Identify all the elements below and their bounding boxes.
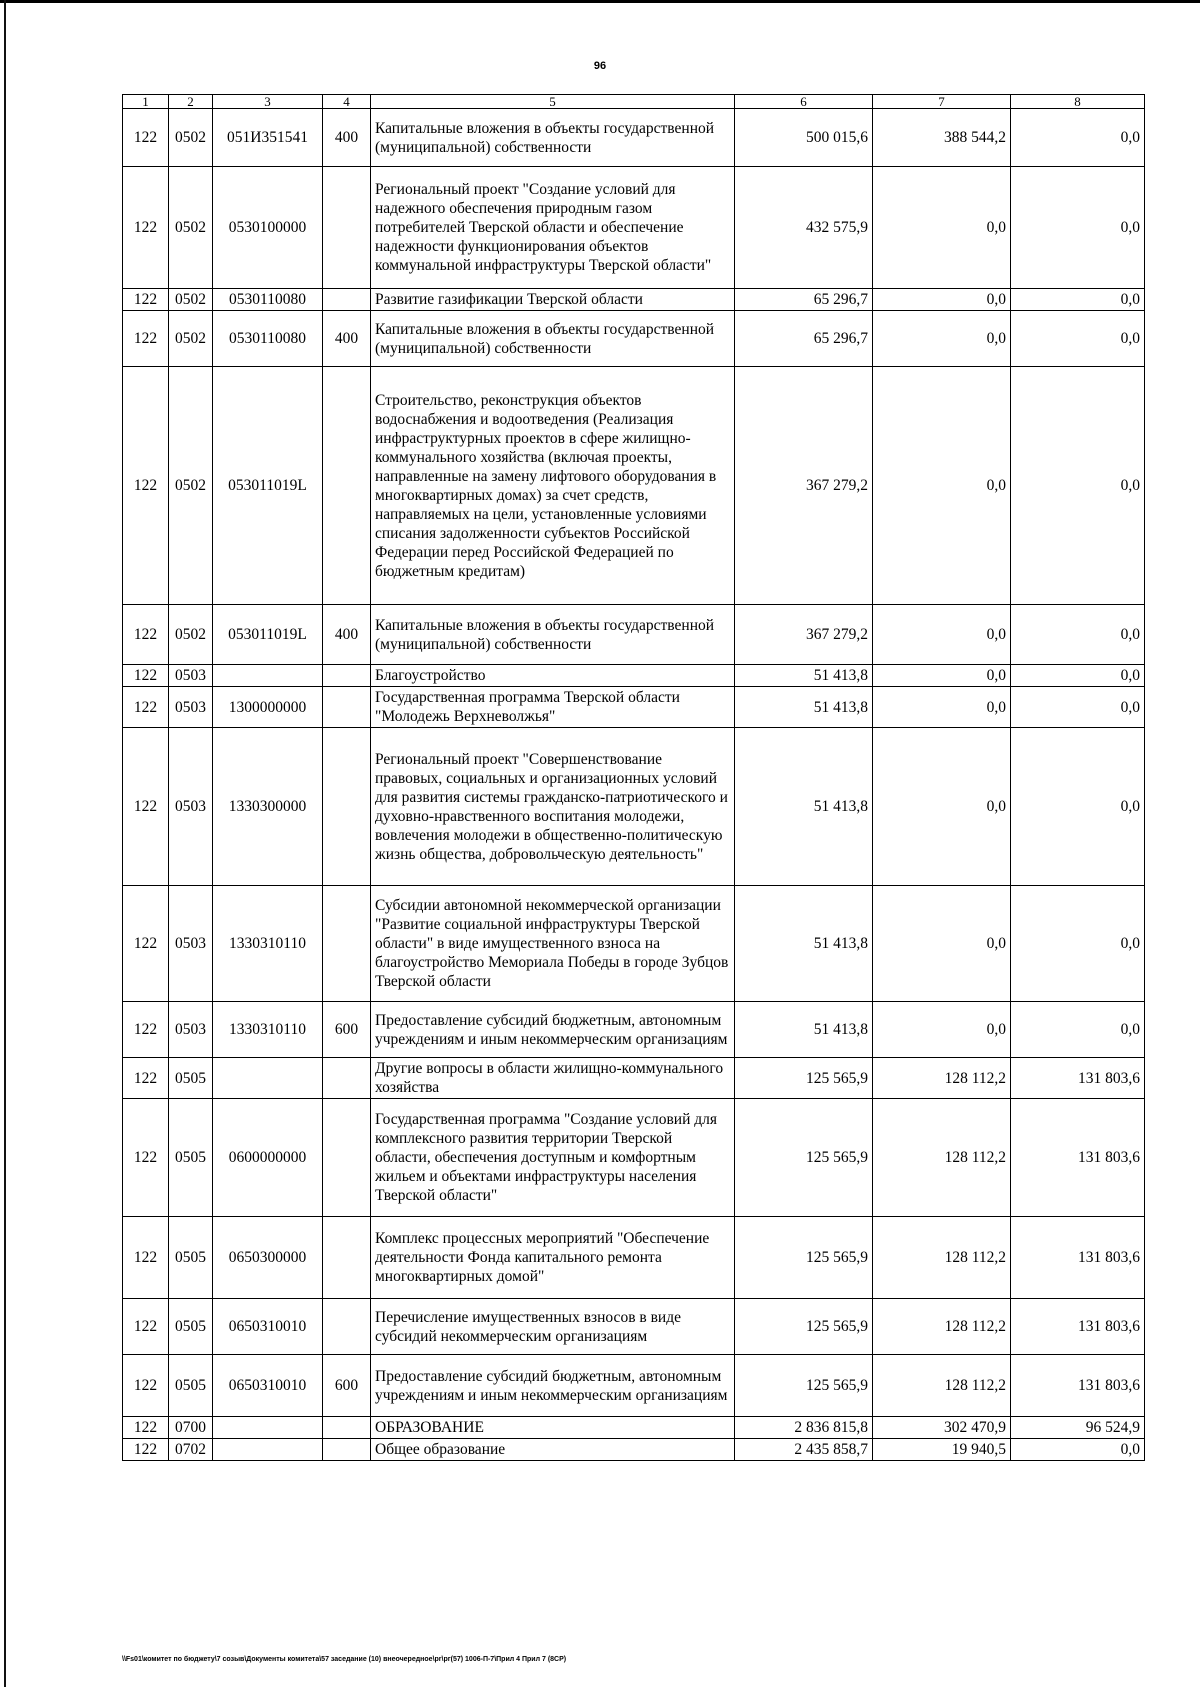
target-article-cell	[213, 1058, 323, 1099]
item-name-cell: Субсидии автономной некоммерческой организации "Развитие социальной инфраструктуры Тверской области" в виде имущественного взноса на благоустройство Мемориала Победы в городе Зубцов Тверской области	[371, 886, 735, 1002]
value-col7-cell: 128 112,2	[873, 1217, 1011, 1299]
item-name-cell: Строительство, реконструкция объектов водоснабжения и водоотведения (Реализация инфраструктурных проектов в сфере жилищно-коммунального хозяйства (включая проекты, направленные на замену лифтового оборудования в многоквартирных домах) за счет средств, направляемых на цели, установленные условиями списания задолженности субъектов Российской Федерации перед Российской Федерацией по бюджетным кредитам)	[371, 367, 735, 605]
value-col8-cell: 0,0	[1011, 605, 1145, 665]
value-col8-cell: 0,0	[1011, 109, 1145, 167]
item-name-cell: Предоставление субсидий бюджетным, автономным учреждениям и иным некоммерческим организациям	[371, 1002, 735, 1058]
col-header-7: 7	[873, 95, 1011, 109]
item-name-cell: Комплекс процессных мероприятий "Обеспечение деятельности Фонда капитального ремонта многоквартирных домой"	[371, 1217, 735, 1299]
table-row	[123, 886, 1145, 1002]
value-col6-cell: 367 279,2	[735, 367, 873, 605]
value-col6-cell: 500 015,6	[735, 109, 873, 167]
value-col8-cell: 131 803,6	[1011, 1058, 1145, 1099]
table-row	[123, 167, 1145, 289]
col-header-5: 5	[371, 95, 735, 109]
table-row	[123, 311, 1145, 367]
value-col7-cell: 0,0	[873, 289, 1011, 311]
section-code-cell: 0505	[169, 1299, 213, 1355]
target-article-cell: 0650310010	[213, 1355, 323, 1417]
row-code-cell: 122	[123, 311, 169, 367]
table-row	[123, 1417, 1145, 1439]
column-number-row	[123, 95, 1145, 109]
target-article-cell: 0530110080	[213, 311, 323, 367]
expense-type-cell	[323, 1058, 371, 1099]
value-col6-cell: 51 413,8	[735, 1002, 873, 1058]
table-row	[123, 1299, 1145, 1355]
value-col7-cell: 128 112,2	[873, 1058, 1011, 1099]
target-article-cell: 0650310010	[213, 1299, 323, 1355]
value-col6-cell: 2 435 858,7	[735, 1439, 873, 1461]
value-col8-cell: 0,0	[1011, 665, 1145, 687]
value-col7-cell: 128 112,2	[873, 1099, 1011, 1217]
section-code-cell: 0502	[169, 167, 213, 289]
expense-type-cell	[323, 1299, 371, 1355]
target-article-cell	[213, 1417, 323, 1439]
section-code-cell: 0503	[169, 665, 213, 687]
target-article-cell: 1330300000	[213, 728, 323, 886]
value-col7-cell: 0,0	[873, 1002, 1011, 1058]
value-col8-cell: 0,0	[1011, 311, 1145, 367]
left-border-line	[4, 0, 6, 1687]
col-header-3: 3	[213, 95, 323, 109]
section-code-cell: 0503	[169, 886, 213, 1002]
expense-type-cell: 600	[323, 1355, 371, 1417]
value-col6-cell: 2 836 815,8	[735, 1417, 873, 1439]
table-row	[123, 665, 1145, 687]
item-name-cell: ОБРАЗОВАНИЕ	[371, 1417, 735, 1439]
value-col7-cell: 0,0	[873, 605, 1011, 665]
row-code-cell: 122	[123, 109, 169, 167]
value-col6-cell: 367 279,2	[735, 605, 873, 665]
table-row	[123, 1058, 1145, 1099]
section-code-cell: 0700	[169, 1417, 213, 1439]
value-col7-cell: 128 112,2	[873, 1299, 1011, 1355]
value-col7-cell: 0,0	[873, 687, 1011, 728]
table-row	[123, 1002, 1145, 1058]
row-code-cell: 122	[123, 1355, 169, 1417]
expense-type-cell	[323, 687, 371, 728]
table-row	[123, 1099, 1145, 1217]
table-row	[123, 687, 1145, 728]
value-col8-cell: 0,0	[1011, 1002, 1145, 1058]
row-code-cell: 122	[123, 289, 169, 311]
value-col6-cell: 125 565,9	[735, 1217, 873, 1299]
value-col8-cell: 131 803,6	[1011, 1099, 1145, 1217]
row-code-cell: 122	[123, 1099, 169, 1217]
value-col7-cell: 0,0	[873, 886, 1011, 1002]
row-code-cell: 122	[123, 665, 169, 687]
value-col6-cell: 125 565,9	[735, 1058, 873, 1099]
table-row	[123, 1439, 1145, 1461]
target-article-cell	[213, 665, 323, 687]
budget-table	[122, 94, 1145, 1461]
value-col7-cell: 0,0	[873, 311, 1011, 367]
item-name-cell: Региональный проект "Совершенствование правовых, социальных и организационных условий для развития системы гражданско-патриотического и духовно-нравственного воспитания молодежи, вовлечения молодежи в общественно-политическую жизнь общества, добровольческую деятельность"	[371, 728, 735, 886]
value-col7-cell: 0,0	[873, 367, 1011, 605]
item-name-cell: Развитие газификации Тверской области	[371, 289, 735, 311]
target-article-cell: 1330310110	[213, 886, 323, 1002]
target-article-cell: 0650300000	[213, 1217, 323, 1299]
value-col7-cell: 388 544,2	[873, 109, 1011, 167]
expense-type-cell	[323, 886, 371, 1002]
target-article-cell: 0600000000	[213, 1099, 323, 1217]
section-code-cell: 0502	[169, 109, 213, 167]
section-code-cell: 0505	[169, 1058, 213, 1099]
section-code-cell: 0503	[169, 687, 213, 728]
table-row	[123, 1217, 1145, 1299]
item-name-cell: Капитальные вложения в объекты государственной (муниципальной) собственности	[371, 109, 735, 167]
target-article-cell: 0530100000	[213, 167, 323, 289]
row-code-cell: 122	[123, 1058, 169, 1099]
value-col8-cell: 131 803,6	[1011, 1355, 1145, 1417]
table-body	[123, 109, 1145, 1461]
row-code-cell: 122	[123, 886, 169, 1002]
section-code-cell: 0505	[169, 1099, 213, 1217]
col-header-2: 2	[169, 95, 213, 109]
table-row	[123, 605, 1145, 665]
target-article-cell	[213, 1439, 323, 1461]
item-name-cell: Благоустройство	[371, 665, 735, 687]
table-row	[123, 109, 1145, 167]
row-code-cell: 122	[123, 1417, 169, 1439]
table-row	[123, 289, 1145, 311]
value-col7-cell: 0,0	[873, 665, 1011, 687]
value-col6-cell: 51 413,8	[735, 886, 873, 1002]
expense-type-cell	[323, 367, 371, 605]
value-col7-cell: 128 112,2	[873, 1355, 1011, 1417]
item-name-cell: Государственная программа Тверской области "Молодежь Верхневолжья"	[371, 687, 735, 728]
expense-type-cell	[323, 1217, 371, 1299]
item-name-cell: Предоставление субсидий бюджетным, автономным учреждениям и иным некоммерческим организациям	[371, 1355, 735, 1417]
value-col6-cell: 65 296,7	[735, 289, 873, 311]
item-name-cell: Региональный проект "Создание условий для надежного обеспечения природным газом потребителей Тверской области и обеспечение надежности функционирования объектов коммунальной инфраструктуры Тверской области"	[371, 167, 735, 289]
value-col6-cell: 51 413,8	[735, 687, 873, 728]
section-code-cell: 0502	[169, 605, 213, 665]
row-code-cell: 122	[123, 167, 169, 289]
row-code-cell: 122	[123, 367, 169, 605]
item-name-cell: Общее образование	[371, 1439, 735, 1461]
row-code-cell: 122	[123, 1217, 169, 1299]
value-col7-cell: 0,0	[873, 728, 1011, 886]
value-col8-cell: 0,0	[1011, 687, 1145, 728]
value-col7-cell: 19 940,5	[873, 1439, 1011, 1461]
expense-type-cell	[323, 728, 371, 886]
target-article-cell: 0530110080	[213, 289, 323, 311]
row-code-cell: 122	[123, 1439, 169, 1461]
item-name-cell: Государственная программа "Создание условий для комплексного развития территории Тверской области, обеспечения доступным и комфортным жильем и объектами инфраструктуры населения Тверской области"	[371, 1099, 735, 1217]
col-header-1: 1	[123, 95, 169, 109]
expense-type-cell	[323, 289, 371, 311]
value-col8-cell: 131 803,6	[1011, 1217, 1145, 1299]
item-name-cell: Капитальные вложения в объекты государственной (муниципальной) собственности	[371, 311, 735, 367]
value-col8-cell: 0,0	[1011, 289, 1145, 311]
value-col8-cell: 0,0	[1011, 728, 1145, 886]
col-header-6: 6	[735, 95, 873, 109]
item-name-cell: Другие вопросы в области жилищно-коммунального хозяйства	[371, 1058, 735, 1099]
expense-type-cell: 400	[323, 605, 371, 665]
expense-type-cell: 400	[323, 109, 371, 167]
row-code-cell: 122	[123, 1002, 169, 1058]
target-article-cell: 1300000000	[213, 687, 323, 728]
section-code-cell: 0702	[169, 1439, 213, 1461]
top-border-line	[0, 0, 1200, 3]
file-path-footer: \\Fs01\комитет по бюджету\7 созыв\Документы комитета\57 заседание (10) внеочередное\pr\рг(57) 1006-П-7\Прил 4 Прил 7 (8СР)	[122, 1656, 567, 1663]
target-article-cell: 053011019L	[213, 605, 323, 665]
value-col8-cell: 131 803,6	[1011, 1299, 1145, 1355]
value-col6-cell: 125 565,9	[735, 1099, 873, 1217]
section-code-cell: 0502	[169, 367, 213, 605]
expense-type-cell	[323, 665, 371, 687]
section-code-cell: 0502	[169, 289, 213, 311]
value-col6-cell: 125 565,9	[735, 1355, 873, 1417]
table-row	[123, 728, 1145, 886]
row-code-cell: 122	[123, 687, 169, 728]
value-col6-cell: 432 575,9	[735, 167, 873, 289]
value-col8-cell: 96 524,9	[1011, 1417, 1145, 1439]
expense-type-cell: 400	[323, 311, 371, 367]
row-code-cell: 122	[123, 1299, 169, 1355]
section-code-cell: 0503	[169, 728, 213, 886]
value-col6-cell: 65 296,7	[735, 311, 873, 367]
row-code-cell: 122	[123, 605, 169, 665]
value-col6-cell: 51 413,8	[735, 728, 873, 886]
value-col8-cell: 0,0	[1011, 367, 1145, 605]
row-code-cell: 122	[123, 728, 169, 886]
value-col8-cell: 0,0	[1011, 1439, 1145, 1461]
value-col6-cell: 125 565,9	[735, 1299, 873, 1355]
value-col7-cell: 0,0	[873, 167, 1011, 289]
expense-type-cell	[323, 167, 371, 289]
item-name-cell: Капитальные вложения в объекты государственной (муниципальной) собственности	[371, 605, 735, 665]
section-code-cell: 0505	[169, 1355, 213, 1417]
expense-type-cell	[323, 1417, 371, 1439]
table-row	[123, 1355, 1145, 1417]
value-col7-cell: 302 470,9	[873, 1417, 1011, 1439]
col-header-4: 4	[323, 95, 371, 109]
section-code-cell: 0502	[169, 311, 213, 367]
section-code-cell: 0505	[169, 1217, 213, 1299]
col-header-8: 8	[1011, 95, 1145, 109]
value-col8-cell: 0,0	[1011, 886, 1145, 1002]
table-row	[123, 367, 1145, 605]
target-article-cell: 1330310110	[213, 1002, 323, 1058]
value-col8-cell: 0,0	[1011, 167, 1145, 289]
expense-type-cell: 600	[323, 1002, 371, 1058]
value-col6-cell: 51 413,8	[735, 665, 873, 687]
target-article-cell: 053011019L	[213, 367, 323, 605]
target-article-cell: 051И351541	[213, 109, 323, 167]
section-code-cell: 0503	[169, 1002, 213, 1058]
expense-type-cell	[323, 1439, 371, 1461]
page-number: 96	[593, 60, 607, 72]
item-name-cell: Перечисление имущественных взносов в виде субсидий некоммерческим организациям	[371, 1299, 735, 1355]
expense-type-cell	[323, 1099, 371, 1217]
